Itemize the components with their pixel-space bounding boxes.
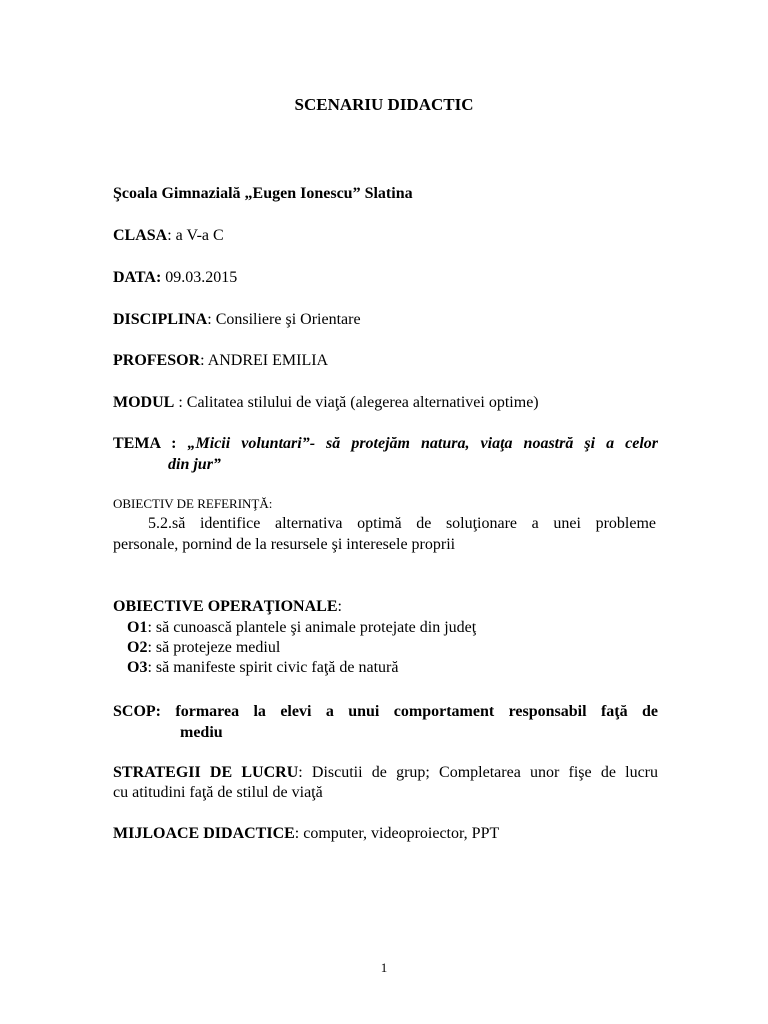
objective-item xyxy=(127,658,398,678)
obiectiv-referinta-heading xyxy=(113,494,658,514)
tema-line-2: din jur” xyxy=(168,456,221,473)
obiectiv-referinta-line-2: personale, pornind de la resursele şi interesele proprii xyxy=(113,536,456,553)
document-title: SCENARIU DIDACTIC xyxy=(294,95,474,114)
modul-line xyxy=(113,393,658,413)
objective-text: : să cunoască plantele şi animale protejate din judeţ xyxy=(147,619,477,636)
obiective-operationale-label: OBIECTIVE OPERAŢIONALE xyxy=(113,598,338,615)
objective-text: : să manifeste spirit civic faţă de natură xyxy=(147,659,399,676)
page-number: 1 xyxy=(380,960,388,975)
profesor-value: : ANDREI EMILIA xyxy=(200,352,329,369)
data-label: DATA: xyxy=(113,269,162,286)
scop-text: formarea la elevi a unui comportament responsabil faţă de xyxy=(175,703,659,720)
tema-line-1 xyxy=(113,434,658,454)
strategii-line-2: cu atitudini faţă de stilul de viaţă xyxy=(113,784,323,801)
objective-code: O2 xyxy=(127,639,148,656)
strategii-text: : Discutii de grup; Completarea unor fişe de lucru xyxy=(298,764,658,781)
data-value: 09.03.2015 xyxy=(161,269,238,286)
scop-line-1 xyxy=(113,702,658,722)
objective-code: O3 xyxy=(127,659,148,676)
mijloace-line xyxy=(113,824,658,844)
data-line xyxy=(113,268,658,288)
scop-label: SCOP: xyxy=(113,703,161,720)
modul-value: : Calitatea stilului de viaţă (alegerea alternativei optime) xyxy=(174,394,539,411)
objective-item xyxy=(127,618,476,638)
scop-line-2: mediu xyxy=(180,724,223,741)
clasa-line xyxy=(113,226,658,246)
profesor-line xyxy=(113,351,658,371)
objective-text: : să protejeze mediul xyxy=(147,639,281,656)
profesor-label: PROFESOR xyxy=(113,352,201,369)
disciplina-line xyxy=(113,310,658,330)
obiective-operationale-heading xyxy=(113,597,658,617)
tema-label: TEMA xyxy=(113,435,161,452)
obiectiv-referinta-line-1: 5.2.să identifice alternativa optimă de soluţionare a unei probleme xyxy=(148,515,656,532)
mijloace-value: : computer, videoproiector, PPT xyxy=(294,825,500,842)
objective-code: O1 xyxy=(127,619,148,636)
school-name: Şcoala Gimnazială „Eugen Ionescu” Slatina xyxy=(113,185,413,202)
strategii-line-1 xyxy=(113,763,658,783)
obiective-operationale-colon: : xyxy=(337,598,342,615)
obiectiv-referinta-colon: : xyxy=(268,496,273,511)
disciplina-value: : Consiliere şi Orientare xyxy=(207,311,361,328)
tema-separator: : xyxy=(160,435,188,452)
clasa-label: CLASA xyxy=(113,227,168,244)
modul-label: MODUL xyxy=(113,394,175,411)
clasa-value: : a V-a C xyxy=(167,227,224,244)
tema-text: „Micii voluntari”- să protejăm natura, viaţa noastră şi a celor xyxy=(187,435,658,452)
obiectiv-referinta-label: OBIECTIV DE REFERINŢĂ xyxy=(113,496,269,511)
strategii-label: STRATEGII DE LUCRU xyxy=(113,764,299,781)
objective-item xyxy=(127,638,280,658)
mijloace-label: MIJLOACE DIDACTICE xyxy=(113,825,295,842)
disciplina-label: DISCIPLINA xyxy=(113,311,208,328)
